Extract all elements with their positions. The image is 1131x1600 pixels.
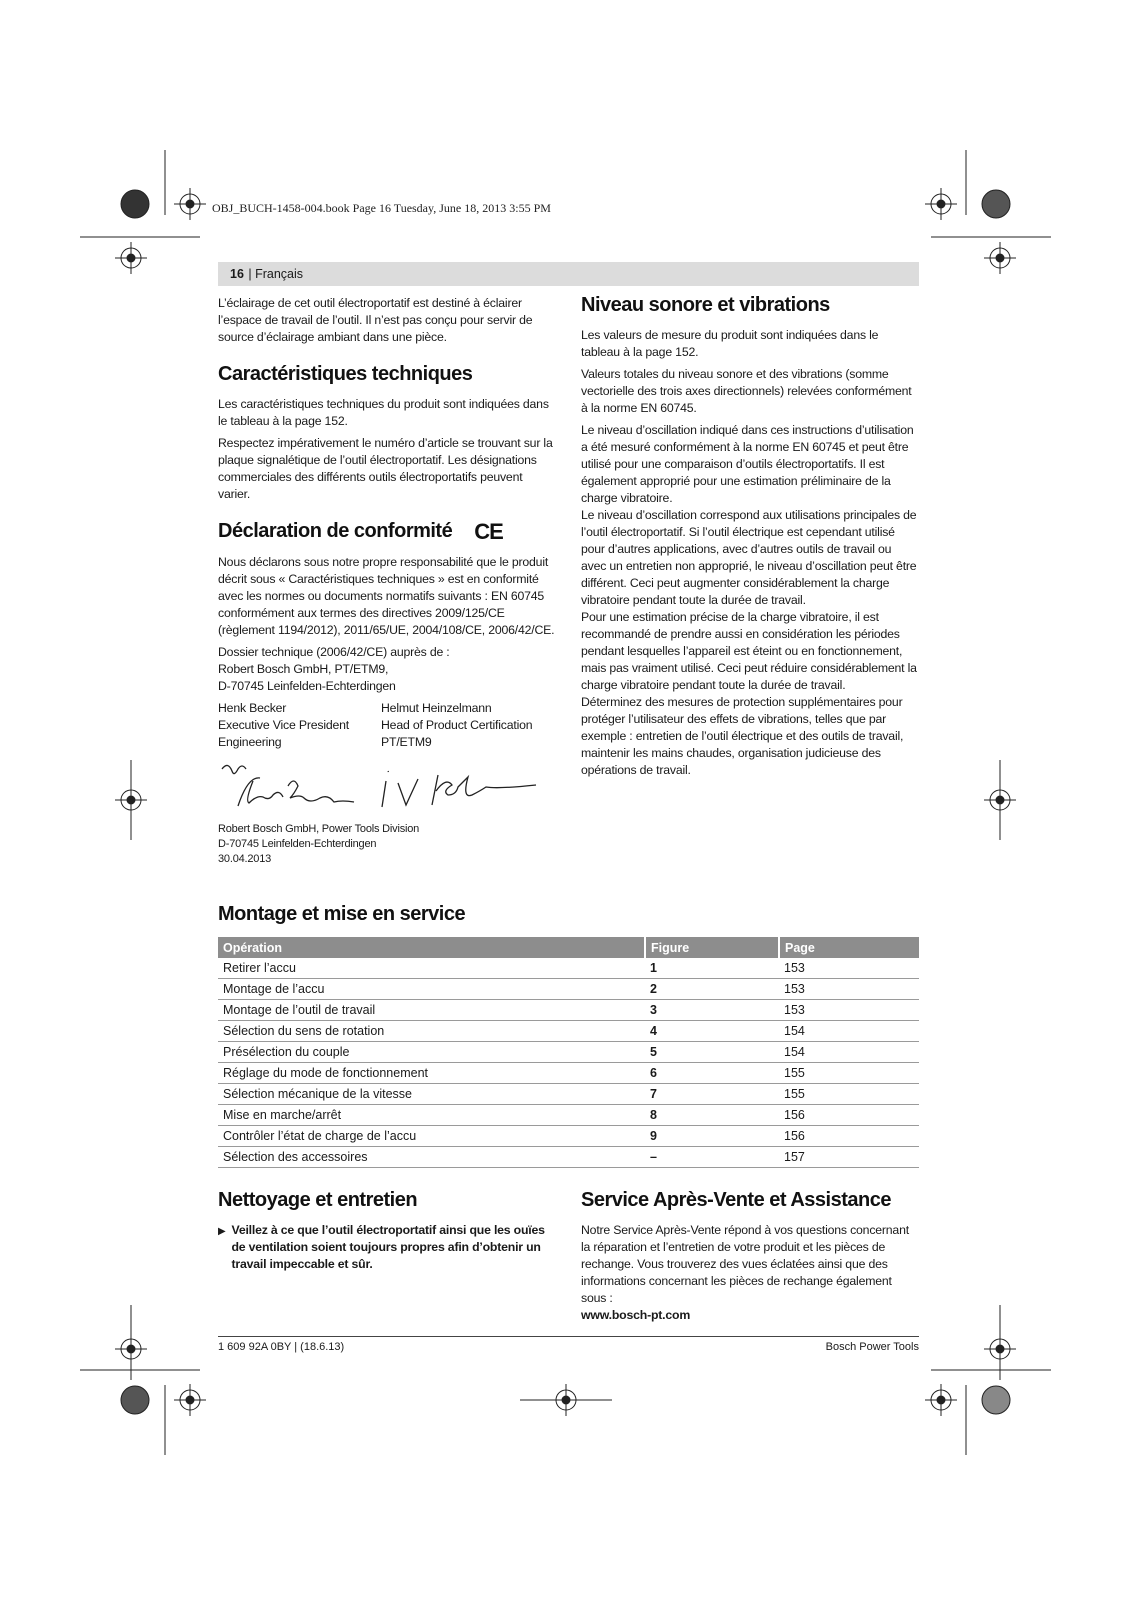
- declaration-paragraph-2: Dossier technique (2006/42/CE) auprès de : Robert Bosch GmbH, PT/ETM9, D-70745 Leinfelden-Echterdingen: [218, 644, 450, 693]
- page-cell: 155: [779, 1084, 919, 1105]
- signatory-2-title: Head of Product Certification: [381, 717, 533, 732]
- figure-cell: 6: [645, 1063, 779, 1084]
- operation-cell: Montage de l’outil de travail: [218, 1000, 645, 1021]
- operation-cell: Montage de l’accu: [218, 979, 645, 1000]
- signatory-1-title: Executive Vice President: [218, 717, 349, 732]
- reg-mark-bc-icon: [520, 1384, 612, 1416]
- signatory-1-name: Henk Becker: [218, 700, 287, 715]
- table-row: [218, 979, 919, 1000]
- declaration-title: Déclaration de conformité: [218, 520, 453, 542]
- service-section: [581, 1188, 919, 1324]
- noise-paragraph-1: Les valeurs de mesure du produit sont indiquées dans le tableau à la page 152.: [581, 328, 879, 359]
- reg-mark-br-icon: [925, 1305, 1051, 1455]
- tech-heading: Caractéristiques techniques: [218, 363, 473, 385]
- figure-cell: 9: [645, 1126, 779, 1147]
- page-cell: 153: [779, 979, 919, 1000]
- figure-cell: 8: [645, 1105, 779, 1126]
- noise-paragraph-4: Le niveau d’oscillation correspond aux utilisations principales de l’outil électroportatif. Si l’outil électrique est cependant utilisé pour d’autres applications, avec d’autres outils de travail ou avec un entretien non approprié, le niveau d’oscillation peut être différent. Ceci peut augmenter considérablement la charge vibratoire pendant toute la durée de travail.: [581, 508, 917, 607]
- table-row: [218, 1063, 919, 1084]
- table-row: [218, 1126, 919, 1147]
- page-cell: 153: [779, 958, 919, 979]
- print-slug: OBJ_BUCH-1458-004.book Page 16 Tuesday, June 18, 2013 3:55 PM: [212, 201, 551, 215]
- footer-rule: [218, 1336, 919, 1337]
- service-url[interactable]: www.bosch-pt.com: [581, 1308, 691, 1322]
- table-row: [218, 1021, 919, 1042]
- ce-mark-icon: CE: [474, 518, 503, 544]
- service-text: Notre Service Après-Vente répond à vos questions concernant la réparation et l’entretien de votre produit et les pièces de rechange. Vous trouverez des vues éclatées ainsi que des informations concernant les pièces de rechange également sous :: [581, 1223, 909, 1305]
- operation-cell: Contrôler l’état de charge de l’accu: [218, 1126, 645, 1147]
- operation-cell: Retirer l’accu: [218, 958, 645, 979]
- figure-cell: 1: [645, 958, 779, 979]
- signatory-2-name: Helmut Heinzelmann: [381, 700, 492, 715]
- operation-cell: Mise en marche/arrêt: [218, 1105, 645, 1126]
- reg-mark-tl-icon: [80, 150, 206, 274]
- operation-cell: Présélection du couple: [218, 1042, 645, 1063]
- signatory-2-dept: PT/ETM9: [381, 734, 432, 749]
- signatories: [218, 700, 555, 751]
- operation-cell: Réglage du mode de fonctionnement: [218, 1063, 645, 1084]
- table-row: [218, 958, 919, 979]
- page-cell: 156: [779, 1126, 919, 1147]
- table-row: [218, 1000, 919, 1021]
- page-cell: 153: [779, 1000, 919, 1021]
- montage-heading: Montage et mise en service: [218, 903, 466, 925]
- intro-paragraph: L’éclairage de cet outil électroportatif est destiné à éclairer l’espace de travail de l’outil. Il n’est pas conçu pour servir de source d’éclairage ambiant dans une pièce.: [218, 296, 533, 344]
- page-cell: 155: [779, 1063, 919, 1084]
- triangle-bullet-icon: ▶: [218, 1226, 226, 1237]
- col-operation: Opération: [218, 937, 645, 958]
- noise-paragraph-6: Déterminez des mesures de protection supplémentaires pour protéger l’utilisateur des effets de vibrations, telles que par exemple : entretien de l’outil électrique et des outils de travail, maintenir les mains chaudes, organisation judicieuse des opérations de travail.: [581, 695, 904, 777]
- col-page: Page: [779, 937, 919, 958]
- col-figure: Figure: [645, 937, 779, 958]
- operation-cell: Sélection du sens de rotation: [218, 1021, 645, 1042]
- cleaning-heading: Nettoyage et entretien: [218, 1189, 418, 1211]
- figure-cell: 5: [645, 1042, 779, 1063]
- noise-paragraph-3: Le niveau d’oscillation indiqué dans ces instructions d’utilisation a été mesuré conformément à la norme EN 60745 et peut être utilisé pour une comparaison d’outils électroportatifs. Il est également approprié pour une estimation préliminaire de la charge vibratoire.: [581, 423, 914, 505]
- operation-cell: Sélection des accessoires: [218, 1147, 645, 1168]
- page-cell: 154: [779, 1042, 919, 1063]
- page-header: 16 | Français: [218, 262, 919, 286]
- reg-mark-mr-icon: [984, 760, 1016, 840]
- reg-mark-bl-icon: [80, 1305, 206, 1455]
- tech-paragraph-2: Respectez impérativement le numéro d’article se trouvant sur la plaque signalétique de l’outil électroportatif. Les désignations commerciales des différents outils électroportatifs peuvent varier.: [218, 436, 553, 501]
- right-column: [581, 293, 919, 784]
- signature-footer: Robert Bosch GmbH, Power Tools Division D-70745 Leinfelden-Echterdingen 30.04.2013: [218, 822, 420, 865]
- table-row: [218, 1147, 919, 1168]
- table-row: [218, 1105, 919, 1126]
- table-row: [218, 1084, 919, 1105]
- figure-cell: 4: [645, 1021, 779, 1042]
- operation-cell: Sélection mécanique de la vitesse: [218, 1084, 645, 1105]
- figure-cell: 3: [645, 1000, 779, 1021]
- noise-paragraph-5: Pour une estimation précise de la charge vibratoire, il est recommandé de prendre aussi en considération les périodes pendant lesquelles l’appareil est éteint ou en fonctionnement, mais pas vraiment utilisé. Ceci peut réduire considérablement la charge vibratoire pendant toute la durée de travail.: [581, 610, 917, 692]
- footer-right: Bosch Power Tools: [825, 1341, 919, 1353]
- figure-cell: –: [645, 1147, 779, 1168]
- section-label: Français: [255, 267, 304, 281]
- table-row: [218, 1042, 919, 1063]
- handwritten-signatures: [218, 761, 548, 816]
- cleaning-bullet: ▶ Veillez à ce que l’outil électroportatif ainsi que les ouïes de ventilation soient toujours propres afin d’obtenir un travail impeccable et sûr.: [218, 1223, 545, 1271]
- noise-paragraph-2: Valeurs totales du niveau sonore et des vibrations (somme vectorielle des trois axes directionnels) relevées conformément à la norme EN 60745.: [581, 367, 912, 415]
- signatory-1-dept: Engineering: [218, 734, 282, 749]
- page-cell: 157: [779, 1147, 919, 1168]
- reg-mark-ml-icon: [115, 760, 147, 840]
- declaration-heading: [218, 519, 555, 544]
- cleaning-section: [218, 1188, 555, 1273]
- page-number: 16: [230, 267, 244, 281]
- declaration-paragraph-1: Nous déclarons sous notre propre responsabilité que le produit décrit sous « Caractéristiques techniques » est en conformité avec les normes ou documents normatifs suivants : EN 60745 conformément aux termes des directives 2009/125/CE (règlement 1194/2012), 2011/65/UE, 2004/108/CE, 2006/42/CE.: [218, 554, 555, 637]
- left-column: [218, 295, 555, 867]
- tech-paragraph-1: Les caractéristiques techniques du produit sont indiquées dans le tableau à la page 152.: [218, 397, 549, 428]
- figure-cell: 7: [645, 1084, 779, 1105]
- page-cell: 154: [779, 1021, 919, 1042]
- reg-mark-tr-icon: [925, 150, 1051, 274]
- service-heading: Service Après-Vente et Assistance: [581, 1189, 891, 1211]
- montage-table: [218, 937, 919, 1168]
- figure-cell: 2: [645, 979, 779, 1000]
- page-cell: 156: [779, 1105, 919, 1126]
- footer-left: 1 609 92A 0BY | (18.6.13): [218, 1341, 345, 1353]
- noise-heading: Niveau sonore et vibrations: [581, 294, 830, 316]
- table-header-row: [218, 937, 919, 958]
